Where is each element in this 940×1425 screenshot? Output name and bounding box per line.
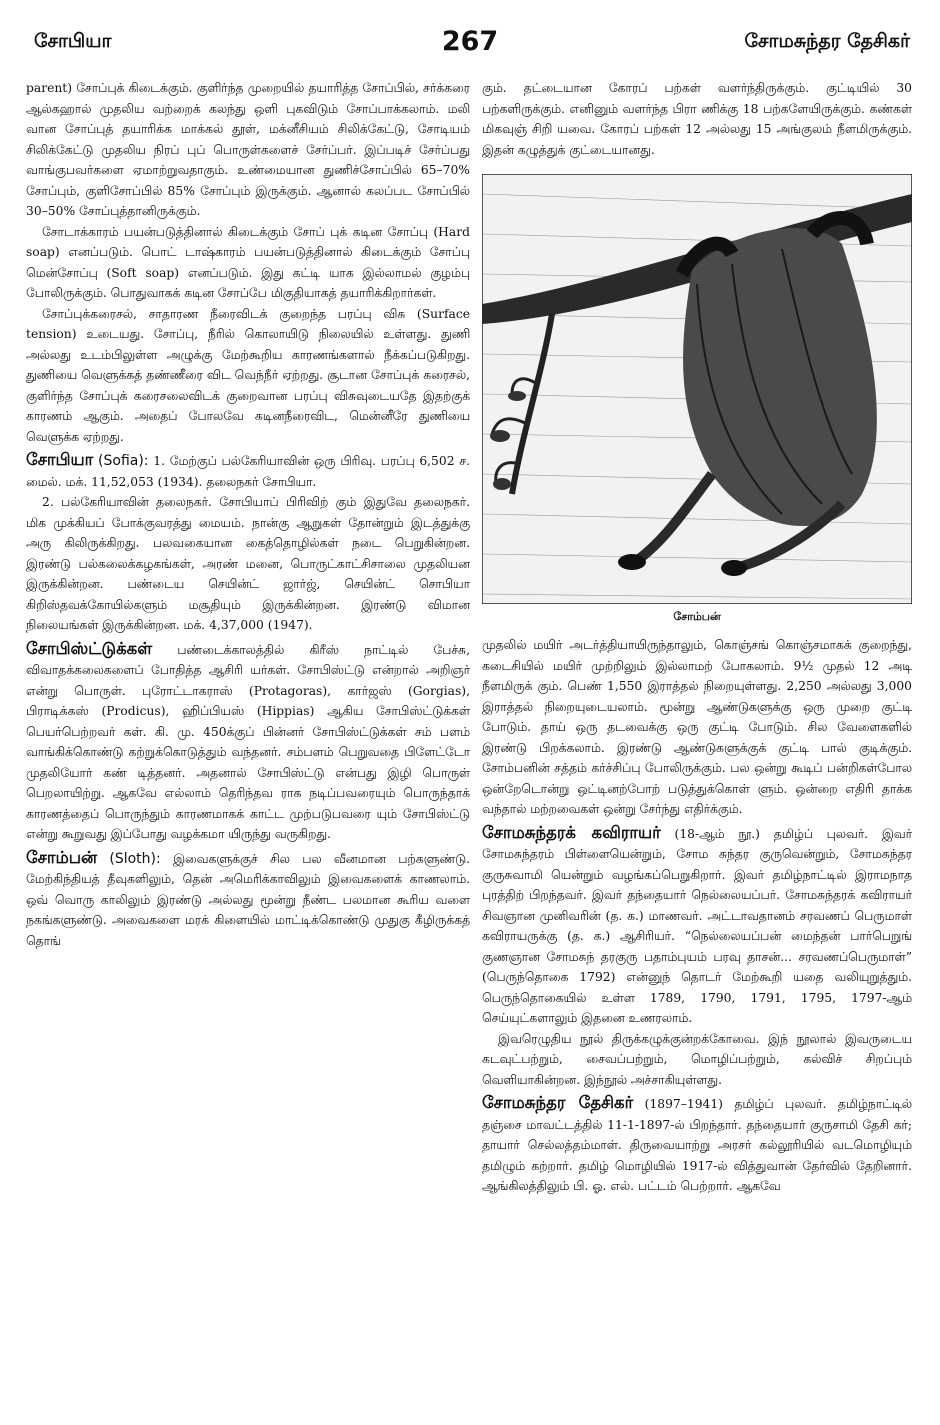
sofia-headword: சோபியா [26,450,94,469]
desikar-text: தமிழ்ப் புலவர். தமிழ்நாட்டில் தஞ்சை மாவட்டத்தில் 11-1-1897-ல் பிறந்தார். தந்தையார் குருசாமி தேசி கர்; தாயார் செல்லத்தம்மாள். திருவையாற்று அரசர் கல்லூரியில் வடமொழியும் தமிழும் கற்றார். தமிழ் மொழியில் 1917-ல் வித்துவான் தேர்வில் தேறினார். ஆங்கிலத்திலும் பி. ஓ. எல். பட்டம் பெற்றார். ஆகவே [482,1097,912,1193]
sloth-continued-paragraph: கும். தட்டையான கோரப் பற்கள் வளர்ந்திருக்கும். குட்டியில் 30 பற்களிருக்கும். எனினும் வளர்ந்த பிரா ணிக்கு 18 பற்களேயிருக்கும். கண்கள் மிகவுஞ் சிறி யவை. கோரப் பற்கள் 12 அல்லது 15 அங்குலம் நீளமிருக்கும். இதன் கழுத்துக் குட்டையானது. [482,81,912,157]
running-head-right: சோமசுந்தர தேசிகர் [744,30,910,52]
sofia-latin: (Sofia): [98,453,149,469]
sloth-entry [26,848,470,952]
kaviraayar-text: தமிழ்ப் புலவர். இவர் சோமசுந்தரம் பிள்ளையென்றும், சோம சுந்தர குருவென்றும், சோமசுந்தர குருசுவாமி யென்றும் வழங்கப்பெறுகிறார். இவர் தமிழ்நாட்டில் இராமநாத புரத்திற் பிறந்தவர். இவர் தந்தையார் நெல்லையப்பர். சோமசுந்தரக் கவிராயர் சிவஞான முனிவரின் (த. க.) மாணவர். அட்டாவதானம் சரவணப் பெருமாள் கவிராயருக்கு (த. க.) ஆசிரியர். “நெல்லையப்பன் மைந்தன் பார்பெறுங் குணஞான சோமசுந் தரகுரு பதாம்புயம் பரவு தாசன்... சரவணப்பெருமாள்” (பெருந்தொகை 1792) என்னுந் தொடர் மேற்கூறி யதை வலியுறுத்தும். பெருந்தொகையில் உள்ள 1789, 1790, 1791, 1795, 1797-ஆம் செய்யுட்களாலும் இதனை உணரலாம். [482,826,912,1025]
desikar-date: (1897–1941) [644,1097,723,1111]
right-column [482,78,912,1197]
left-column [26,78,470,951]
sloth-text: இவைகளுக்குச் சில பல வீனமான பற்களுண்டு. மேற்கிந்தியத் தீவுகளிலும், தென் அமெரிக்காவிலும் இவைகளைக் காணலாம். ஒவ் வொரு காலிலும் இரண்டு அல்லது மூன்று நீண்ட பலமான கூரிய வளை நகங்களுண்டு. அவைகளை மரக் கிளையில் மாட்டிக்கொண்டு முதுகு கீழிருக்கத் தொங் [26,851,470,948]
figure-caption: சோம்பன் [673,610,721,623]
kaviraayar-paragraph-2: இவரெழுதிய நூல் திருக்கழுக்குன்றக்கோவை. இந் நூலால் இவருடைய கடவுட்பற்றும், சைவப்பற்றும், மொழிப்பற்றும், கல்விச் சிறப்பும் வெளியாகின்றன. இந்நூல் அச்சாகியுள்ளது. [482,1031,912,1087]
sofia-paragraph-1: 1. மேற்குப் பல்கேரியாவின் ஒரு பிரிவு. பரப்பு 6,502 ச. மைல். மக். 11,52,053 (1934). தலைநகர் சோபியா. [26,454,470,489]
kaviraayar-entry [482,823,912,1029]
desikar-entry [482,1093,912,1197]
sloth-illustration [482,174,912,604]
soap-hard-soft-paragraph: சோடாக்காரம் பயன்படுத்தினால் கிடைக்கும் சோப் புக் கடின சோப்பு (Hard soap) எனப்படும். பொட் டாஷ்காரம் பயன்படுத்தினால் கிடைக்கும் சோப்பு மென்சோப்பு (Soft soap) எனப்படும். இது கட்டி யாக இல்லாமல் குழம்பு போலிருக்கும். பொதுவாகக் கடின சோப்பே மிகுதியாகத் தயாரிக்கிறார்கள். [26,224,470,300]
sloth-continued-paragraph-2: முதலில் மயிர் அடர்த்தியாயிருந்தாலும், கொஞ்சங் கொஞ்சமாகக் குறைந்து, கடைசியில் மயிர் முற்றிலும் இல்லாமற் போகலாம். 9½ முதல் 12 அடி நீளமிருக் கும். பெண் 1,550 இராத்தல் நிறையுள்ளது. 2,250 அல்லது 3,000 இராத்தல் நிறையுடையலாம். மூன்று ஆண்டுகளுக்கு ஒரு முறை குட்டி போடும். தாய் ஒரு தடவைக்கு ஒரு குட்டி போடும். சில வேளைகளில் இரண்டு பிறக்கலாம். இரண்டு ஆண்டுகளுக்குக் குட்டி பால் குடிக்கும். சோம்பனின் சத்தம் கர்ச்சிப்பு போலிருக்கும். பல ஒன்று கூடிப் பன்றிகள்போல ஒன்றேடொன்று ஒட்டினற்போற் படுத்துக்கொள் ளும். ஒன்றை எதிரி தாக்க வந்தால் மற்றவைகள் ஒன்று சேர்ந்து எதிர்க்கும். [482,638,912,816]
sloth-drawing [482,174,912,604]
sofia-entry [26,450,470,492]
sloth-latin: (Sloth): [109,850,161,867]
kaviraayar-date: (18-ஆம் நூ.) [674,826,760,841]
page-number: 267 [441,26,499,57]
sofia-paragraph-2: 2. பல்கேரியாவின் தலைநகர். சோபியாப் பிரிவிற் கும் இதுவே தலைநகர். மிக முக்கியப் போக்குவரத்து மையம். நான்கு ஆறுகள் தோன்றும் இடத்துக்கு அரு கிலிருக்கிறது. பலவகையான கைத்தொழில்கள் நடை பெறுகின்றன. இரண்டு பல்கலைக்கழகங்கள், அரண் மனை, பொருட்காட்சிசாலை முதலியன இருக்கின்றன. பண்டைய செயின்ட் ஜார்ஜ், செயின்ட் சொபியா கிறிஸ்தவக்கோயில்களும் மசூதியும் இருக்கின்றன. இரண்டு விமான நிலையங்கள் இருக்கின்றன. மக். 4,37,000 (1947). [26,495,470,632]
sloth-headword: சோம்பன் [26,847,98,867]
sophist-text: பண்டைக்காலத்தில் கிரீஸ் நாட்டில் பேச்சு, விவாதக்கலைகளைப் போதித்த ஆசிரி யர்கள். சோபிஸ்ட்டு என்றால் அறிஞர் என்று பொருள். புரோட்டாகராஸ் (Protagoras), கார்ஜஸ் (Gorgias), பிராடிக்கஸ் (Prodicus), ஹிப்பியஸ் (Hippias) ஆகிய சோபிஸ்ட்டுக்கள் பெயர்பெற்றவர் கள். கி. மு. 450க்குப் பின்னர் சோபிஸ்ட்டுக்கள் சம் பளம் வாங்கிக்கொண்டு கற்றுக்கொடுத்தும் வந்தனர். சம்பளம் பெறுவதை பிளேட்டோ முதலியோர் கண் டித்தனர். அதனால் சோபிஸ்ட்டு என்பது இழி பொருள் பெறலாயிற்று. ஆகவே எல்லாம் தெரிந்தவ ராக நடிப்பவரையும் பொருந்தாக் காரணத்தைப் பொருந்தும் காரணமாகக் காட்ட முற்படுபவரை யும் சோபிஸ்ட்டு என்று கூறுவது இப்போது வழக்கமா யிருந்து வருகிறது. [26,642,470,841]
running-head [26,26,914,60]
sophist-headword: சோபிஸ்ட்டுக்கள் [26,638,153,658]
soap-intro-paragraph: parent) சோப்புக் கிடைக்கும். குளிர்ந்த முறையில் தயாரித்த சோப்பில், சர்க்கரை ஆல்கஹால் முதலிய வற்றைக் கலந்து ஒளி புகவிடும் சோப்பாக்கலாம். மலி வான சோப்புத் தயாரிக்க மாக்கல் தூள், மக்னீசியம் சிலிக்கேட்டு, சோடியம் சிலிக்கேட்டு முதலிய நிரப் புப் பொருள்களைச் சேர்ப்பர். இப்படிச் சேர்ப்பது வாங்குபவர்களை ஏமாற்றுவதாகும். உண்மையான துணிச்சோப்பில் 65–70% சோப்பும், குளிசோப்பில் 85% சோப்பும் இருக்கும். ஆனால் கலப்பட சோப்பில் 30–50% சோப்புத்தானிருக்கும். [26,81,470,218]
desikar-headword: சோமசுந்தர தேசிகர் [482,1093,634,1112]
running-head-left: சோபியா [34,30,112,52]
soap-surface-paragraph: சோப்புக்கரைசல், சாதாரண நீரைவிடக் குறைந்த பரப்பு விசு (Surface tension) உடையது. சோப்பு, நீரில் கொலாயிடு நிலையில் உள்ளது. துணி அல்லது உடம்பிலுள்ள அழுக்கு மேற்கூறிய காரணங்களால் நீக்கப்படுகிறது. துணியை வெளுக்கத் தண்ணீரை விட வெந்நீர் ஏற்றது. சூடான சோப்புக் கரைசல், குளிர்ந்த சோப்புக் கரைசலைவிடக் குறைவான பரப்பு விசுவுடையதே இதற்குக் காரணம் ஆகும். அதைப் போலவே கடினநீரைவிட, மென்னீரே துணியை வெளுக்க ஏற்றது. [26,306,470,444]
sophist-entry [26,639,470,845]
kaviraayar-headword: சோமசுந்தரக் கவிராயர் [482,822,661,842]
